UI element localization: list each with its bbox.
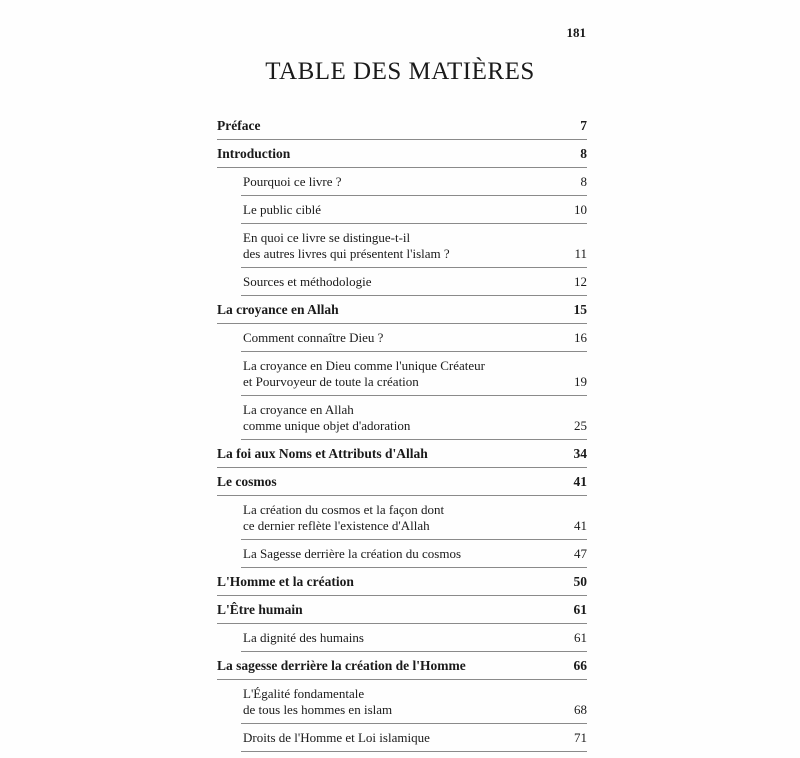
toc-chapter-row	[217, 658, 587, 680]
toc-entry-page: 16	[574, 330, 587, 345]
toc-section-row	[217, 730, 587, 752]
toc-entry-page: 25	[574, 418, 587, 433]
toc-entry-label: La sagesse derrière la création de l'Homme	[217, 658, 466, 673]
toc-entry-page: 8	[580, 174, 587, 189]
toc-chapter-row	[217, 446, 587, 468]
toc-section-row	[217, 202, 587, 224]
toc-entry-label: Droits de l'Homme et Loi islamique	[243, 730, 430, 745]
toc-entry-page: 68	[574, 702, 587, 717]
toc-entry-page: 19	[574, 374, 587, 389]
toc-entry-page: 47	[574, 546, 587, 561]
toc-entry-label: L'Homme et la création	[217, 574, 354, 589]
toc-section-row	[217, 686, 587, 724]
toc-entry-page: 8	[580, 146, 587, 161]
page-title: TABLE DES MATIÈRES	[265, 58, 535, 85]
toc-entry-label: La croyance en Dieu comme l'unique Créateur et Pourvoyeur de toute la création	[243, 358, 486, 389]
toc-entry-page: 61	[574, 630, 587, 645]
toc-entry-label: La Sagesse derrière la création du cosmos	[243, 546, 462, 561]
toc-section-row	[217, 630, 587, 652]
toc-entry-label: La création du cosmos et la façon dont ce dernier reflète l'existence d'Allah	[243, 502, 445, 533]
table-of-contents	[217, 118, 587, 758]
toc-entry-label: Préface	[217, 118, 261, 133]
toc-entry-page: 12	[574, 274, 587, 289]
toc-section-row	[217, 330, 587, 352]
toc-entry-label: Introduction	[217, 146, 291, 161]
toc-chapter-row	[217, 474, 587, 496]
toc-section-row	[217, 546, 587, 568]
toc-section-row	[217, 358, 587, 396]
toc-chapter-row	[217, 146, 587, 168]
toc-entry-label: Comment connaître Dieu ?	[243, 330, 384, 345]
toc-entry-page: 61	[573, 602, 587, 617]
toc-entry-page: 34	[573, 446, 587, 461]
toc-entry-page: 10	[574, 202, 587, 217]
toc-entry-page: 7	[580, 118, 587, 133]
toc-entry-label: Pourquoi ce livre ?	[243, 174, 342, 189]
toc-entry-label: La foi aux Noms et Attributs d'Allah	[217, 446, 428, 461]
toc-entry-page: 66	[573, 658, 587, 673]
toc-entry-page: 41	[573, 474, 587, 489]
toc-section-row	[217, 230, 587, 268]
toc-entry-page: 50	[573, 574, 587, 589]
toc-chapter-row	[217, 602, 587, 624]
toc-section-row	[217, 402, 587, 440]
toc-entry-page: 71	[574, 730, 587, 745]
toc-entry-label: En quoi ce livre se distingue-t-il des autres livres qui présentent l'islam ?	[243, 230, 450, 261]
toc-entry-page: 11	[574, 246, 587, 261]
toc-entry-label: Le public ciblé	[243, 202, 321, 217]
toc-entry-label: La croyance en Allah comme unique objet d'adoration	[243, 402, 411, 433]
toc-section-row	[217, 174, 587, 196]
toc-entry-label: L'Être humain	[217, 602, 303, 617]
toc-section-row	[217, 274, 587, 296]
toc-entry-page: 15	[573, 302, 587, 317]
toc-chapter-row	[217, 574, 587, 596]
toc-entry-label: L'Égalité fondamentale de tous les hommes en islam	[243, 686, 393, 717]
toc-entry-label: Sources et méthodologie	[243, 274, 372, 289]
toc-entry-page: 41	[574, 518, 587, 533]
toc-section-row	[217, 502, 587, 540]
page-number: 181	[566, 25, 586, 40]
toc-chapter-row	[217, 118, 587, 140]
toc-chapter-row	[217, 302, 587, 324]
toc-entry-label: La croyance en Allah	[217, 302, 339, 317]
toc-entry-label: La dignité des humains	[243, 630, 364, 645]
toc-entry-label: Le cosmos	[217, 474, 277, 489]
